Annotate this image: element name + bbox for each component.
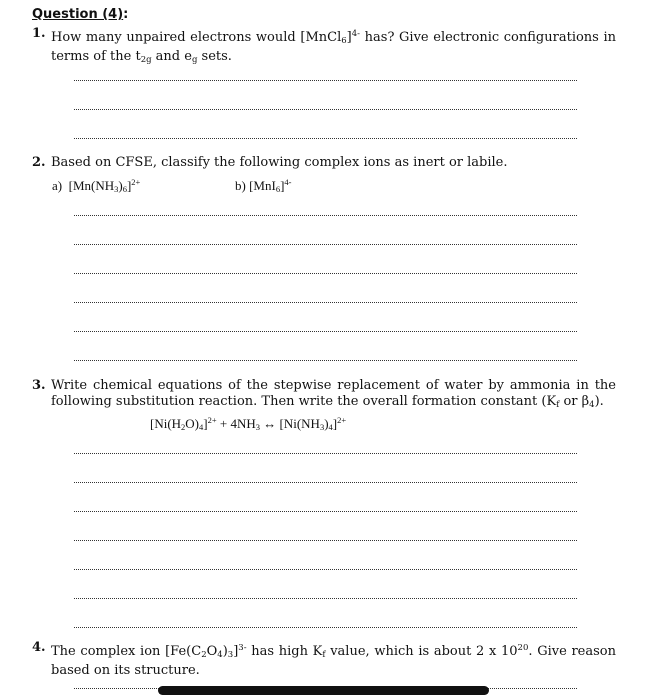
answer-line[interactable] xyxy=(74,540,577,541)
answer-line[interactable] xyxy=(74,80,577,81)
question-3 xyxy=(32,378,616,413)
part-b-label: b) xyxy=(235,178,246,193)
question-3-text xyxy=(51,378,616,413)
mncl6-formula: [MnCl$_6$]$^{4-}$ xyxy=(300,29,361,46)
question-1-number: 1. xyxy=(32,26,46,41)
question-2-text: Based on CFSE, classify the following complex ions as inert or labile. xyxy=(51,155,508,170)
answer-line[interactable] xyxy=(74,360,577,361)
question-4-number: 4. xyxy=(32,640,46,655)
part-a xyxy=(52,177,140,194)
answer-line[interactable] xyxy=(74,273,577,274)
answer-line[interactable] xyxy=(74,453,577,454)
part-b xyxy=(235,177,292,194)
question-3-number: 3. xyxy=(32,378,46,393)
question-heading xyxy=(32,7,128,22)
question-1-line-1: How many unpaired electrons would [MnCl$_6$]$^{4-}$ has? Give electronic configurations in xyxy=(51,29,617,46)
answer-line[interactable] xyxy=(74,598,577,599)
question-title-colon: : xyxy=(123,7,129,22)
question-title: Question (4) xyxy=(32,7,124,22)
scroll-indicator-bar xyxy=(158,686,489,695)
question-1-text xyxy=(51,26,616,68)
question-3-line-2: following substitution reaction. Then write the overall formation constant ($K_f$ or $\beta_4$). xyxy=(51,394,604,410)
question-1-line-2: terms of the $t_{2g}$ and $e_g$ sets. xyxy=(51,49,232,65)
reaction-equation: $[Ni(H_2O)_4]^{2+} + 4NH_3$ ↔ $[Ni(NH_3)_4]^{2+}$ xyxy=(150,415,347,432)
answer-line[interactable] xyxy=(74,511,577,512)
question-2-number: 2. xyxy=(32,155,46,170)
question-4-text xyxy=(51,640,616,679)
answer-line[interactable] xyxy=(74,482,577,483)
answer-line[interactable] xyxy=(74,627,577,628)
part-b-formula: $[MnI_6]^{4-}$ xyxy=(249,177,292,194)
question-3-line-1: Write chemical equations of the stepwise replacement of water by ammonia in the xyxy=(51,378,616,393)
question-2 xyxy=(32,155,616,171)
question-4-line-1: The complex ion $[Fe(C_2O_4)_3]^{3-}$ has high $K_f$ value, which is about 2 x $10^{20}$. Give reason xyxy=(51,643,616,660)
question-4 xyxy=(32,640,616,679)
question-1 xyxy=(32,26,616,68)
answer-line[interactable] xyxy=(74,138,577,139)
answer-line[interactable] xyxy=(74,244,577,245)
equilibrium-arrow: ↔ xyxy=(260,416,280,431)
answer-line[interactable] xyxy=(74,109,577,110)
part-a-label: a) xyxy=(52,178,63,193)
answer-line[interactable] xyxy=(74,215,577,216)
fe-oxalate-formula: $[Fe(C_2O_4)_3]^{3-}$ xyxy=(165,643,247,660)
answer-line[interactable] xyxy=(74,302,577,303)
part-a-formula: $[Mn(NH_3)_6]^{2+}$ xyxy=(68,177,141,194)
answer-line[interactable] xyxy=(74,331,577,332)
question-4-line-2: based on its structure. xyxy=(51,663,200,678)
answer-line[interactable] xyxy=(74,569,577,570)
